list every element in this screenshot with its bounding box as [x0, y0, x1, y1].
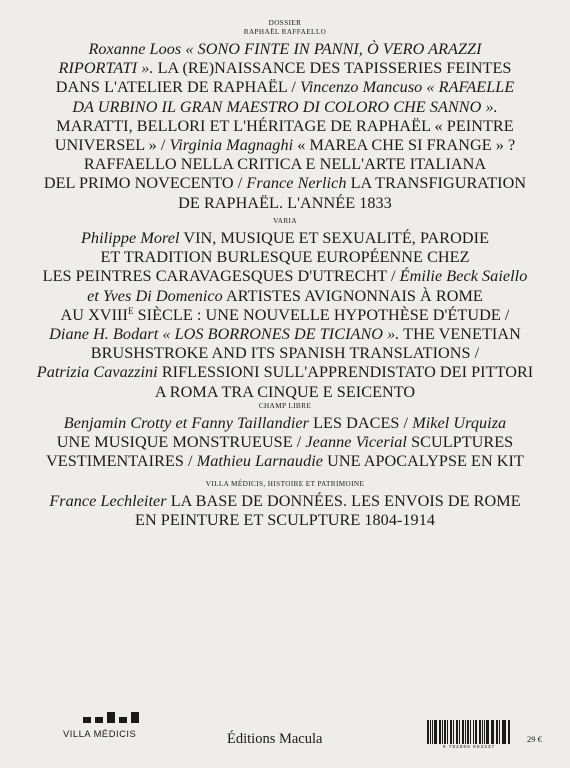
body-line [11, 267, 559, 286]
body-line [11, 433, 559, 452]
body-line [11, 248, 559, 267]
body-line [11, 414, 559, 433]
section-villa-medicis [0, 480, 570, 530]
body-line [11, 492, 559, 511]
title-text: « MAREA CHE SI FRANGE » ? [293, 136, 516, 155]
body-line [11, 229, 559, 248]
body-line [11, 40, 559, 59]
body-line [11, 287, 559, 306]
back-cover-footer [0, 700, 570, 760]
barcode-icon [427, 720, 511, 744]
author-or-quote: Philippe Morel [80, 229, 180, 247]
superscript: E [127, 305, 134, 316]
title-text: LES PEINTRES CARAVAGESQUES D'UTRECHT / [42, 267, 400, 286]
title-text: DEL PRIMO NOVECENTO / [43, 174, 247, 193]
title-text: LA BASE DE DONNÉES. LES ENVOIS DE ROME [166, 492, 521, 510]
body-line [11, 511, 559, 530]
title-text: LA TRANSFIGURATION [346, 174, 527, 193]
body-line [11, 306, 559, 325]
section-subkicker: RAPHAËL RAFFAELLO [243, 28, 327, 36]
title-text: ET TRADITION BURLESQUE EUROPÉENNE CHEZ [100, 248, 470, 267]
title-text: BRUSHSTROKE AND ITS SPANISH TRANSLATIONS / [90, 344, 480, 363]
author-or-quote: Roxanne Loos « SONO FINTE IN PANNI, Ò VERO ARAZZI [88, 40, 482, 58]
author-or-quote: Benjamin Crotty et Fanny Taillandier [63, 414, 309, 432]
body-line [11, 155, 559, 174]
title-text: UNIVERSEL » / [54, 136, 170, 155]
section-body [11, 492, 559, 530]
body-line [11, 325, 559, 344]
title-text: EN PEINTURE ET SCULPTURE 1804-1914 [135, 511, 435, 530]
publisher-name: Éditions Macula [227, 731, 323, 747]
title-text: AU XVIII [60, 305, 128, 324]
body-line [11, 98, 559, 117]
section-body [11, 414, 559, 472]
title-text: SIÈCLE : UNE NOUVELLE HYPOTHÈSE D'ÉTUDE / [133, 305, 510, 324]
author-or-quote: Mathieu Larnaudie [196, 452, 323, 471]
title-text: UNE APOCALYPSE EN KIT [323, 452, 524, 471]
title-text: VESTIMENTAIRES / [46, 452, 197, 471]
title-text: DANS L'ATELIER DE RAPHAËL / [55, 78, 300, 97]
section-body [11, 40, 559, 213]
author-or-quote: Diane H. Bodart « LOS BORRONES DE TICIANO ». [49, 325, 400, 344]
section-champ-libre [0, 402, 570, 472]
author-or-quote: et Yves Di Domenico [87, 286, 223, 305]
section-body [11, 229, 559, 402]
section-kicker: VARIA [273, 217, 297, 225]
author-or-quote: Patrizia Cavazzini [36, 363, 158, 382]
body-line [11, 136, 559, 155]
isbn-number: 9 782865 893337 [442, 745, 496, 750]
title-text: LES DACES / [309, 414, 413, 432]
body-line [11, 363, 559, 382]
title-text: MARATTI, BELLORI ET L'HÉRITAGE DE RAPHAËL « PEINTRE [56, 116, 514, 135]
author-or-quote: Émilie Beck Saiello [399, 267, 528, 286]
author-or-quote: France Nerlich [246, 174, 347, 193]
body-line [11, 117, 559, 136]
title-text: VIN, MUSIQUE ET SEXUALITÉ, PARODIE [179, 229, 490, 247]
body-line [11, 383, 559, 402]
title-text: UNE MUSIQUE MONSTRUEUSE / [56, 433, 306, 452]
author-or-quote: Virginia Magnaghi [169, 136, 294, 155]
logo-name: VILLA MÉDICIS [63, 728, 137, 739]
body-line [11, 452, 559, 471]
body-line [11, 78, 559, 97]
author-or-quote: Jeanne Vicerial [305, 433, 407, 452]
author-or-quote: RIPORTATI ». [58, 59, 154, 78]
title-text: THE VENETIAN [399, 325, 521, 344]
section-varia [0, 217, 570, 402]
author-or-quote: Vincenzo Mancuso « RAFAELLE [299, 78, 515, 97]
body-line [11, 344, 559, 363]
title-text: LA (RE)NAISSANCE DES TAPISSERIES FEINTES [153, 59, 512, 78]
author-or-quote: DA URBINO IL GRAN MAESTRO DI COLORO CHE SANNO ». [72, 97, 498, 116]
title-text: ARTISTES AVIGNONNAIS À ROME [222, 286, 483, 305]
title-text: A ROMA TRA CINQUE E SEICENTO [154, 382, 416, 401]
author-or-quote: France Lechleiter [49, 492, 167, 510]
body-line [11, 194, 559, 213]
section-kicker: VILLA MÉDICIS, HISTOIRE ET PATRIMOINE [205, 480, 365, 488]
title-text: RAFFAELLO NELLA CRITICA E NELL'ARTE ITALIANA [83, 155, 487, 174]
villa-medicis-logo [63, 711, 163, 739]
title-text: SCULPTURES [406, 433, 514, 452]
villa-medicis-logo-icon [83, 711, 143, 723]
title-text: DE RAPHAËL. L'ANNÉE 1833 [178, 193, 392, 212]
price: 29 € [527, 734, 542, 744]
body-line [11, 59, 559, 78]
section-kicker: DOSSIER [268, 19, 302, 27]
author-or-quote: Mikel Urquiza [412, 414, 507, 432]
section-kicker: CHAMP LIBRE [258, 402, 312, 410]
barcode [427, 720, 511, 752]
title-text: RIFLESSIONI SULL'APPRENDISTATO DEI PITTORI [157, 363, 534, 382]
section-dossier [0, 19, 570, 213]
body-line [11, 174, 559, 193]
